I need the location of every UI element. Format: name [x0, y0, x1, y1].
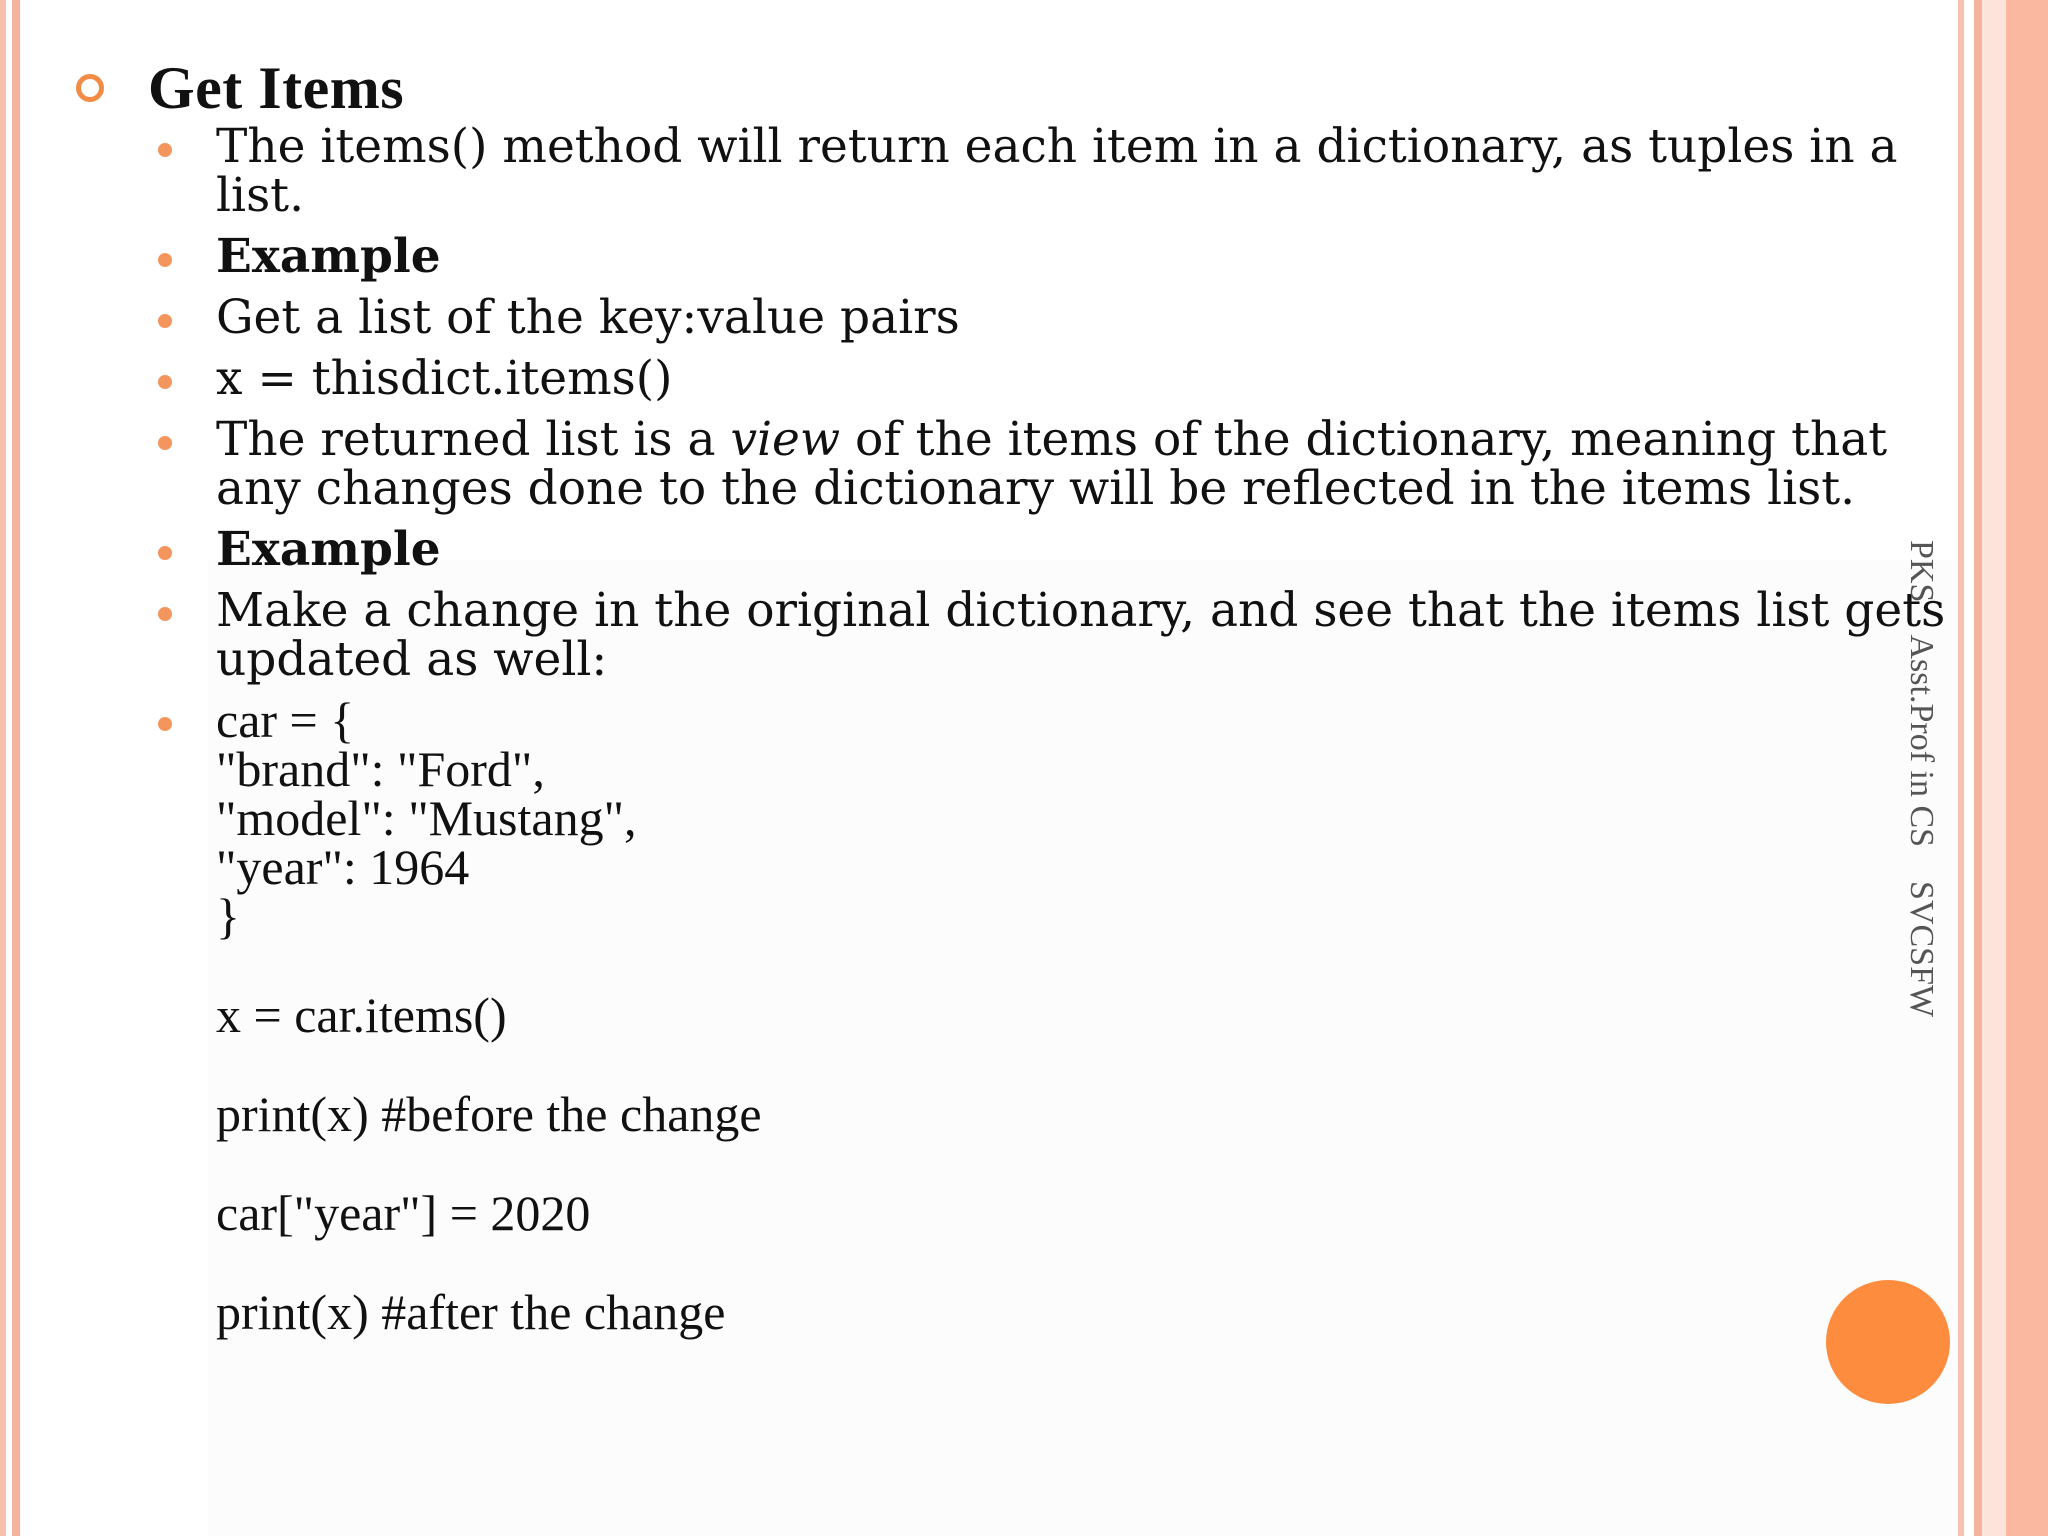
- bullet-text: x = thisdict.items(): [216, 351, 673, 406]
- bullet-dot-icon: [158, 546, 172, 560]
- title-row: [70, 48, 404, 128]
- bullet-dot-icon: [158, 375, 172, 389]
- bullet-text-after: of the items of the dictionary, meaning that any changes done to the dictionary will be reflected in the items list.: [216, 412, 1888, 516]
- code-line: print(x) #before the change: [216, 1086, 762, 1142]
- bullet-dot-icon: [158, 607, 172, 621]
- left-border-stripe: [0, 0, 6, 1536]
- bullet-text-italic: view: [730, 412, 841, 467]
- code-line: "model": "Mustang",: [216, 790, 637, 846]
- list-item: [154, 583, 1984, 687]
- slide-title: Get Items: [148, 54, 405, 121]
- code-line: "year": 1964: [216, 839, 470, 895]
- right-border-band-outer: [2006, 0, 2048, 1536]
- bullet-dot-icon: [158, 143, 172, 157]
- list-item: [154, 522, 1984, 577]
- bullet-text: The items() method will return each item in a dictionary, as tuples in a list.: [216, 119, 1898, 223]
- bullet-text: Example: [216, 522, 441, 577]
- code-line: car["year"] = 2020: [216, 1185, 591, 1241]
- bullet-dot-icon: [158, 253, 172, 267]
- bullet-dot-icon: [158, 436, 172, 450]
- code-line: car = {: [216, 692, 355, 748]
- bullet-dot-icon: [158, 314, 172, 328]
- bullet-dot-icon: [158, 717, 172, 731]
- code-line: x = car.items(): [216, 987, 507, 1043]
- list-item: [154, 290, 1984, 345]
- bullet-text: Make a change in the original dictionary, and see that the items list gets updated as well:: [216, 583, 1946, 687]
- list-item: [154, 229, 1984, 284]
- decorative-circle: [1826, 1280, 1950, 1404]
- bullet-list: [154, 119, 1984, 1349]
- title-bullet-icon: [76, 74, 104, 102]
- right-border-band: [1982, 0, 2006, 1536]
- bullet-text: Get a list of the key:value pairs: [216, 290, 960, 345]
- code-line: print(x) #after the change: [216, 1284, 726, 1340]
- list-item: [154, 119, 1984, 223]
- footer-text: PKS Asst.Prof in CS SVCSFW: [1903, 540, 1940, 1018]
- code-line: "brand": "Ford",: [216, 741, 545, 797]
- footer-vertical: [1902, 540, 1942, 1140]
- left-border-stripe-inner: [12, 0, 20, 1536]
- code-list-item: [154, 692, 1984, 1340]
- list-item: [154, 351, 1984, 406]
- bullet-text: Example: [216, 229, 441, 284]
- list-item: [154, 412, 1984, 516]
- code-line: }: [216, 888, 240, 944]
- bullet-text-before: The returned list is a: [216, 412, 731, 467]
